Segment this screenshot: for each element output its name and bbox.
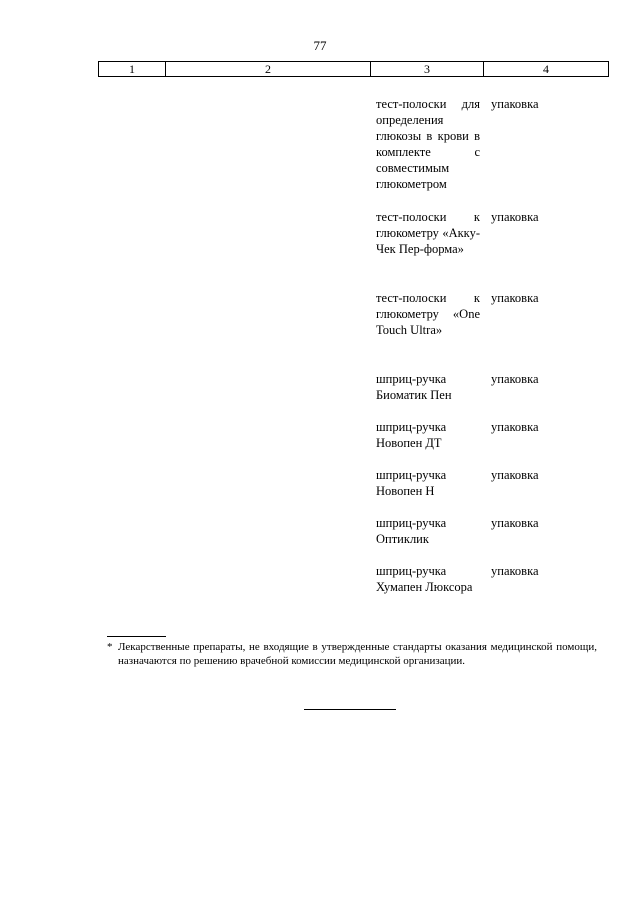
footnote-separator bbox=[107, 636, 166, 637]
table-row bbox=[0, 515, 640, 563]
footnote-text: Лекарственные препараты, не входящие в утвержденные стандарты оказания медицинской помощи, назначаются по решению врачебной комиссии медицинской организации. bbox=[118, 641, 597, 667]
item-name: шприц-ручка Хумапен Люксора bbox=[376, 564, 473, 594]
table-row bbox=[0, 209, 640, 290]
item-name: шприц-ручка Оптиклик bbox=[376, 516, 447, 546]
item-unit: упаковка bbox=[491, 97, 539, 111]
table-header-row bbox=[98, 61, 609, 77]
item-name: шприц-ручка Новопен Н bbox=[376, 468, 447, 498]
item-unit: упаковка bbox=[491, 564, 539, 578]
column-header-1: 1 bbox=[98, 62, 165, 76]
table-row bbox=[0, 96, 640, 209]
footnote-mark: * bbox=[107, 641, 113, 653]
table-row bbox=[0, 563, 640, 611]
item-name: шприц-ручка Биоматик Пен bbox=[376, 372, 452, 402]
item-name: шприц-ручка Новопен ДТ bbox=[376, 420, 447, 450]
table-row bbox=[0, 419, 640, 467]
item-unit: упаковка bbox=[491, 291, 539, 305]
column-header-4: 4 bbox=[483, 62, 609, 76]
item-name: тест-полоски к глюкометру «Акку-Чек Пер-форма» bbox=[376, 210, 480, 256]
item-unit: упаковка bbox=[491, 468, 539, 482]
page-number: 77 bbox=[313, 38, 327, 53]
table-body bbox=[0, 96, 640, 611]
item-unit: упаковка bbox=[491, 420, 539, 434]
table-row bbox=[0, 371, 640, 419]
column-header-3: 3 bbox=[370, 62, 483, 76]
table-row bbox=[0, 467, 640, 515]
item-unit: упаковка bbox=[491, 210, 539, 224]
item-name: тест-полоски для определения глюкозы в крови в комплекте с совместимым глюкометром bbox=[376, 97, 480, 191]
item-name: тест-полоски к глюкометру «One Touch Ultra» bbox=[376, 291, 480, 337]
column-header-2: 2 bbox=[165, 62, 370, 76]
table-row bbox=[0, 290, 640, 371]
item-unit: упаковка bbox=[491, 516, 539, 530]
footnote bbox=[107, 640, 597, 668]
end-of-document-rule bbox=[304, 709, 396, 710]
item-unit: упаковка bbox=[491, 372, 539, 386]
